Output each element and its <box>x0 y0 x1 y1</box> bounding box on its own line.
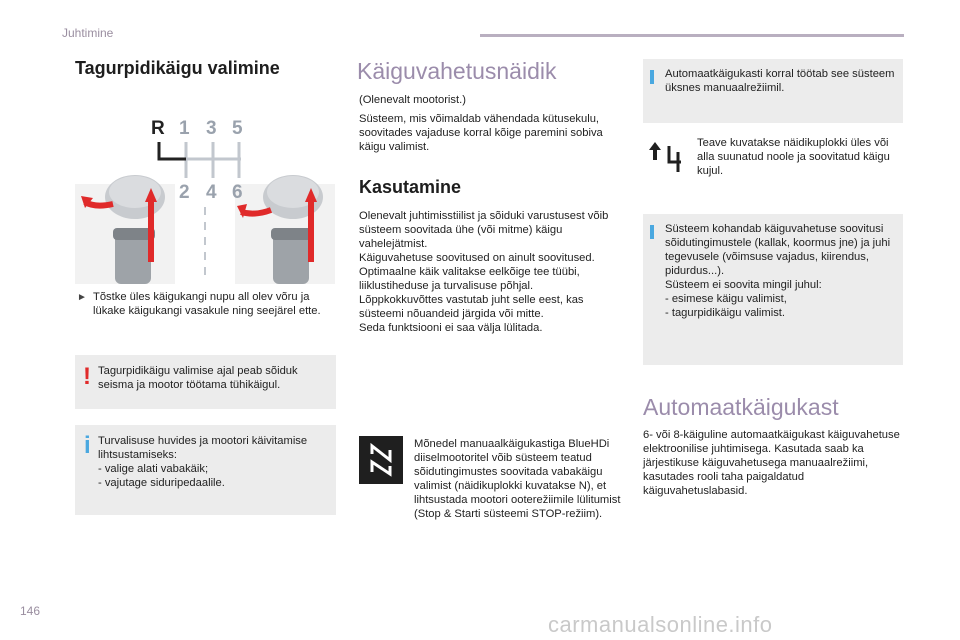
reverse-gear-title: Tagurpidikäigu valimine <box>75 58 280 78</box>
header-rule <box>480 34 904 37</box>
gear-label-1: 1 <box>179 118 190 139</box>
gear-knob-right-icon <box>235 175 335 284</box>
gear-knob-left-icon <box>75 175 175 284</box>
arrow-info-text: Teave kuvatakse näidikuplokki üles või alla suunatud noole ja soovitatud käigu kujul. <box>697 137 890 177</box>
gear-indicator-title: Käiguvahetusnäidik <box>357 58 557 84</box>
gear-label-5: 5 <box>232 118 243 139</box>
instruction-text: Tõstke üles käigukangi nupu all olev võru ja lükake käigukangi vasakule ning seejärel ette. <box>93 291 321 317</box>
engine-note: (Olenevalt mootorist.) <box>359 94 466 106</box>
info-icon: i <box>84 432 91 459</box>
shift-up-arrow-icon <box>647 140 687 174</box>
intro-text: Süsteem, mis võimaldab vähendada kütusekulu, soovitades vajaduse korral kõige paremini sobiva käigu valimist. <box>359 113 603 153</box>
warning-text: Tagurpidikäigu valimise ajal peab sõiduk seisma ja mootor töötama tühikäigul. <box>98 365 298 391</box>
info-icon <box>650 225 654 239</box>
gear-shift-diagram <box>75 112 335 284</box>
gear-label-4: 4 <box>206 182 217 203</box>
auto-info-text: Automaatkäigukasti korral töötab see süsteem üksnes manuaalrežiimil. <box>665 68 895 94</box>
automatic-gearbox-text: 6- või 8-käiguline automaatkäigukast käiguvahetuse elektroonilise juhtimisega. Kasutada saab ka järjestikuse käiguvahetusega manuaalrežiimi, kasutades rooli taha paigaldatud käiguvahetuslabasid. <box>643 429 900 497</box>
neutral-text: Mõnedel manuaalkäigukastiga BlueHDi diiselmootoritel võib süsteem teatud sõidutingimustes soovitada vabakäigu valimist (näidikuplokki kuvatakse N), et lihtsustada mootori ooterežiimile lülitumist (Stop & Starti süsteemi STOP-režiim). <box>414 438 621 520</box>
page-number: 146 <box>20 604 41 618</box>
automatic-gearbox-title: Automaatkäigukast <box>643 394 839 420</box>
gear-label-6: 6 <box>232 182 243 203</box>
warning-icon: ! <box>83 363 91 390</box>
neutral-indicator-icon <box>359 436 403 484</box>
system-info-text: Süsteem kohandab käiguvahetuse soovitusi sõidutingimustele (kallak, koormus jne) ja juhi tegevusele (võimsuse vajadus, kiirendus, pidurdus...). Süsteem ei soovita mingil juhul: - esimese käigu valimist, - tagurpidikäigu valimist. <box>665 223 891 319</box>
info-icon <box>650 70 654 84</box>
gear-label-3: 3 <box>206 118 217 139</box>
usage-title: Kasutamine <box>359 177 462 197</box>
usage-text: Olenevalt juhtimisstiilist ja sõiduki varustusest võib süsteem soovitada ühe (või mitme) käigu vahelejätmist. Käiguvahetuse soovitused on ainult soovitused. Optimaalne käik valitakse eelkõige tee tüübi, liiklustiheduse ja turvalisuse põhjal. Lõppkokkuvõttes vastutab juht selle eest, kas süsteemi nõuandeid järgida või mitte. Seda funktsiooni ei saa välja lülitada. <box>359 210 609 334</box>
safety-info-text: Turvalisuse huvides ja mootori käivitamise lihtsustamiseks: - valige alati vabakäik; - vajutage siduripedaalile. <box>98 435 308 489</box>
gear-pattern-graphic <box>75 112 335 284</box>
watermark: carmanualsonline.info <box>548 612 773 637</box>
section-header: Juhtimine <box>62 26 114 40</box>
gear-label-2: 2 <box>179 182 190 203</box>
gear-label-r: R <box>151 118 165 139</box>
bullet-arrow-icon: ► <box>77 292 87 303</box>
